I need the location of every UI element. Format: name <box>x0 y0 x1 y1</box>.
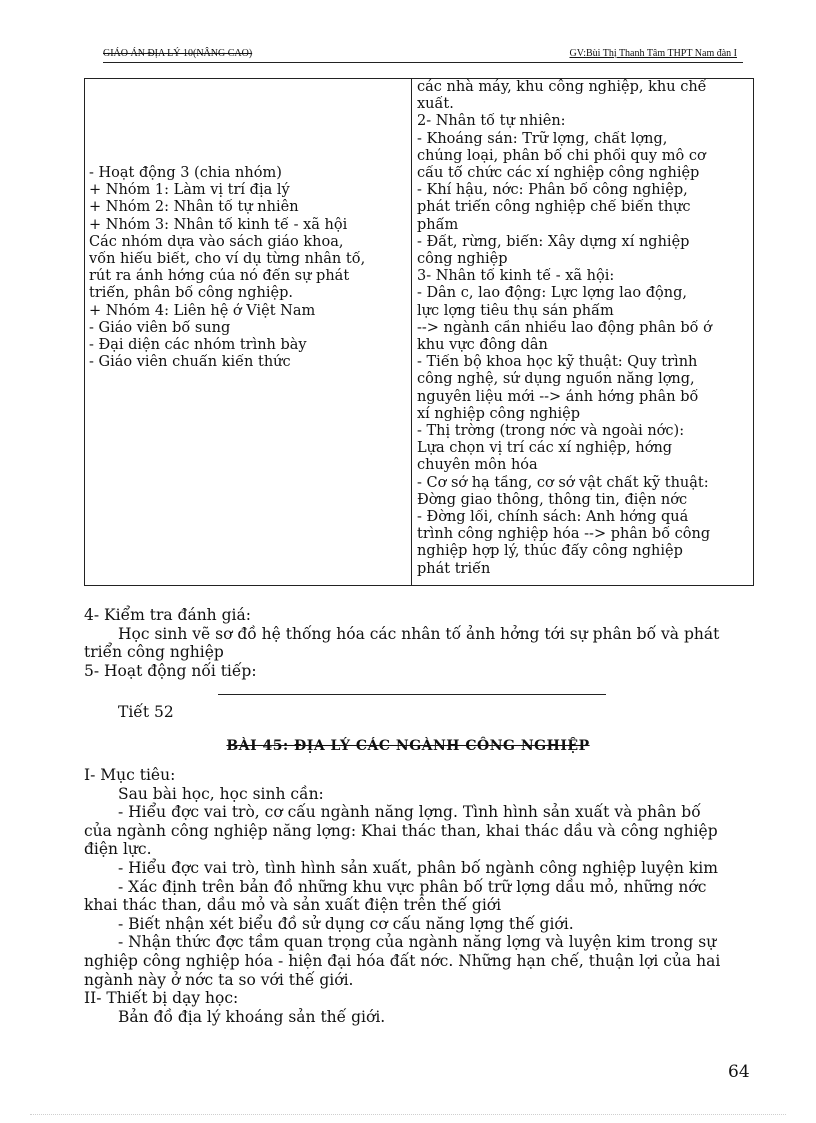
content-line: - Đờng lối, chính sách: Ảnh hởng quá <box>417 509 689 526</box>
activity-line: - Đại diện các nhóm trình bày <box>89 337 307 354</box>
content-line: chủng loại, phân bố chi phối quy mô cơ <box>417 147 706 164</box>
section-5-heading: 5- Hoạt động nối tiếp: <box>84 661 257 680</box>
content-line: khu vực đông dân <box>417 337 548 354</box>
content-line: xuất. <box>417 96 454 113</box>
objectives-section <box>84 766 752 1026</box>
content-line: chuyên môn hóa <box>417 457 538 474</box>
content-line: - Tiến bộ khoa học kỹ thuật: Quy trình <box>417 354 698 371</box>
page-header <box>103 46 743 63</box>
content-line: phẩm <box>417 216 459 233</box>
objective-line: - Biết nhận xét biểu đồ sử dụng cơ cấu năng lợng thế giới. <box>118 914 574 933</box>
activity-line: triển, phân bố công nghiệp. <box>89 285 293 302</box>
period-label-wrap <box>84 703 752 722</box>
activity-line: + Nhóm 3: Nhân tố kinh tế - xã hội <box>89 216 348 233</box>
period-label: Tiết 52 <box>118 703 174 721</box>
section-4-text-line1: Học sinh vẽ sơ đồ hệ thống hóa các nhân tố ảnh hởng tới sự phân bố và phát <box>118 624 720 643</box>
section-4-text-line2: triển công nghiệp <box>84 643 224 662</box>
objective-line: - Hiểu đợc vai trò, tình hình sản xuất, phân bố ngành công nghiệp luyện kim <box>118 858 718 877</box>
horizontal-divider <box>218 694 606 695</box>
activity-line: + Nhóm 4: Liên hệ ở Việt Nam <box>89 302 316 319</box>
objective-line: của ngành công nghiệp năng lợng: Khai thác than, khai thác dầu và công nghiệp <box>84 821 718 840</box>
content-line: - Dân c, lao động: Lực lợng lao động, <box>417 285 687 302</box>
objective-line: điện lực. <box>84 840 152 859</box>
content-line: phát triển công nghiệp chế biến thực <box>417 199 691 216</box>
content-line: 3- Nhân tố kinh tế - xã hội: <box>417 268 615 285</box>
teacher-student-activities-column <box>89 165 407 371</box>
section-4-assessment <box>84 606 752 680</box>
table-column-divider <box>411 79 412 585</box>
objective-line: - Hiểu đợc vai trò, cơ cấu ngành năng lợng. Tình hình sản xuất và phân bố <box>118 803 701 822</box>
activity-line: rút ra ảnh hởng của nó đến sự phát <box>89 268 350 285</box>
content-line: - Thị trờng (trong nớc và ngoài nớc): <box>417 423 685 440</box>
content-line: phát triển <box>417 560 491 577</box>
content-line: lực lợng tiêu thụ sản phẩm <box>417 302 614 319</box>
equipment-text: Bản đồ địa lý khoáng sản thế giới. <box>118 1007 386 1026</box>
content-line: 2- Nhân tố tự nhiên: <box>417 113 566 130</box>
footer-dotted-line <box>30 1114 786 1116</box>
objective-line: - Xác định trên bản đồ những khu vực phân bố trữ lợng dầu mỏ, những nớc <box>118 877 707 896</box>
lesson-activity-table <box>84 78 754 586</box>
lesson-title: BÀI 45: ĐỊA LÝ CÁC NGÀNH CÔNG NGHIỆP <box>226 738 590 754</box>
activity-line: + Nhóm 2: Nhân tố tự nhiên <box>89 199 299 216</box>
header-course-title: GIÁO ÁN ĐỊA LÝ 10(NÂNG CAO) <box>103 48 253 59</box>
content-column <box>417 79 749 578</box>
activity-line: - Giáo viên bổ sung <box>89 319 231 336</box>
section-4-heading: 4- Kiểm tra đánh giá: <box>84 606 251 624</box>
content-line: Lựa chọn vị trí các xí nghiệp, hớng <box>417 440 673 457</box>
content-line: --> ngành cần nhiều lao động phân bố ở <box>417 319 712 336</box>
content-line: - Đất, rừng, biển: Xây dựng xí nghiệp <box>417 233 690 250</box>
content-line: - Khí hậu, nớc: Phân bố công nghiệp, <box>417 182 688 199</box>
activity-line: - Giáo viên chuẩn kiến thức <box>89 354 291 371</box>
content-line: các nhà máy, khu công nghiệp, khu chế <box>417 79 707 95</box>
objective-line: - Nhận thức đợc tầm quan trọng của ngành năng lợng và luyện kim trong sự <box>118 933 717 952</box>
objective-line: khai thác than, dầu mỏ và sản xuất điện trên thế giới <box>84 896 502 915</box>
objective-line: ngành này ở nớc ta so với thế giới. <box>84 970 354 989</box>
objective-line: nghiệp công nghiệp hóa - hiện đại hóa đất nớc. Những hạn chế, thuận lợi của hai <box>84 951 721 970</box>
activity-line: - Hoạt động 3 (chia nhóm) <box>89 165 282 181</box>
header-teacher-info: GV:Bùi Thị Thanh Tâm THPT Nam đàn I <box>569 48 737 59</box>
objectives-heading: I- Mục tiêu: <box>84 766 176 784</box>
content-line: - Cơ sở hạ tầng, cơ sở vật chất kỹ thuật: <box>417 474 709 491</box>
content-line: công nghiệp <box>417 251 508 268</box>
objectives-intro: Sau bài học, học sinh cần: <box>118 784 324 803</box>
content-line: - Khoáng sản: Trữ lợng, chất lợng, <box>417 130 668 147</box>
page-number: 64 <box>728 1062 750 1082</box>
content-line: Đờng giao thông, thông tin, điện nớc <box>417 491 688 508</box>
content-line: nghiệp hợp lý, thúc đẩy công nghiệp <box>417 543 683 560</box>
activity-line: Các nhóm dựa vào sách giáo khoa, <box>89 233 344 250</box>
activity-line: vốn hiểu biết, cho ví dụ từng nhân tố, <box>89 251 366 268</box>
objectives-list <box>84 803 752 989</box>
content-line: trình công nghiệp hóa --> phân bố công <box>417 526 711 543</box>
content-line: xí nghiệp công nghiệp <box>417 405 581 422</box>
equipment-heading: II- Thiết bị dạy học: <box>84 989 239 1008</box>
content-line: công nghệ, sử dụng nguồn năng lợng, <box>417 371 695 388</box>
content-line: cấu tổ chức các xí nghiệp công nghiệp <box>417 165 700 182</box>
content-line: nguyên liệu mới --> ảnh hởng phân bố <box>417 388 699 405</box>
activity-line: + Nhóm 1: Làm vị trí địa lý <box>89 182 290 199</box>
